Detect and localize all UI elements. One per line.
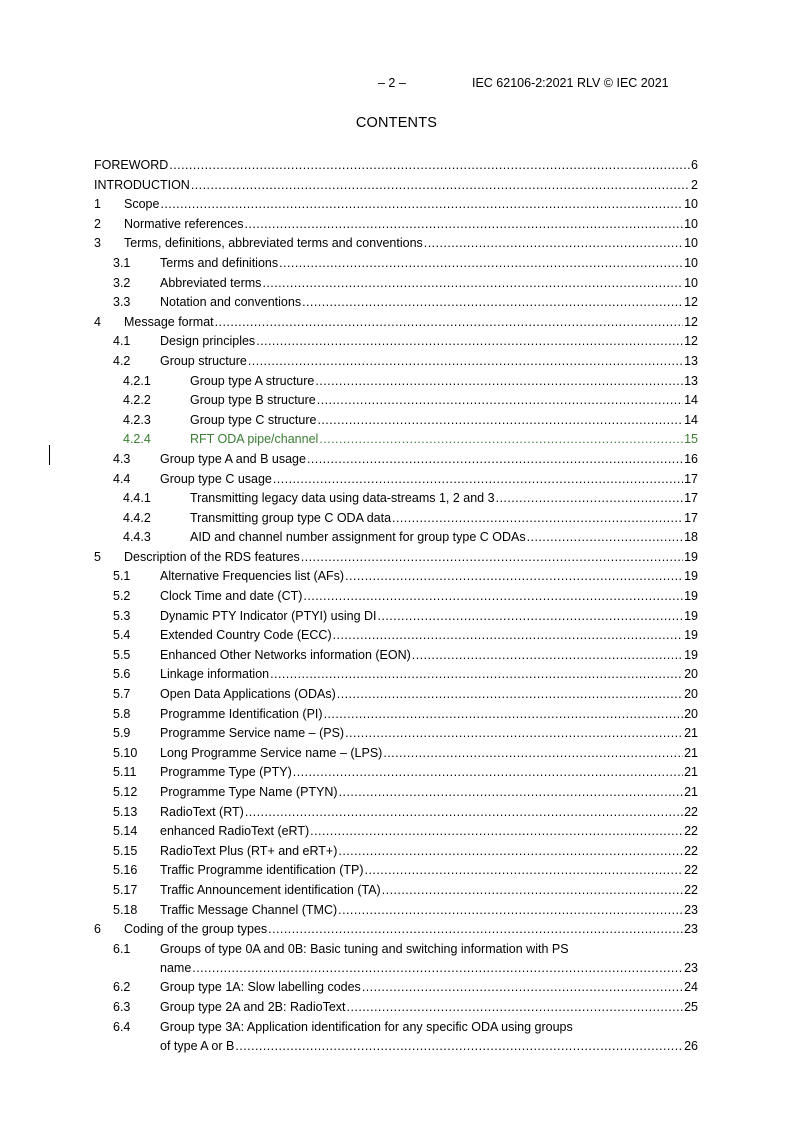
toc-entry-5-2[interactable] — [94, 589, 698, 604]
toc-page-number: 14 — [684, 412, 698, 427]
toc-page-number: 20 — [684, 706, 698, 721]
toc-page-number: 20 — [684, 687, 698, 702]
toc-leader-dots — [496, 491, 684, 506]
page-number: – 2 – — [378, 76, 406, 90]
toc-number: 4.1 — [113, 334, 131, 349]
toc-entry-4[interactable] — [94, 315, 698, 330]
toc-leader-dots — [310, 824, 683, 839]
toc-title: Terms and definitions — [160, 255, 279, 270]
toc-leader-dots — [245, 805, 683, 820]
toc-leader-dots — [235, 1039, 683, 1054]
toc-page-number: 10 — [684, 275, 698, 290]
toc-entry-6-4[interactable] — [94, 1020, 698, 1054]
toc-page-number: 23 — [684, 902, 698, 917]
toc-page-number: 14 — [684, 393, 698, 408]
toc-page-number: 19 — [684, 608, 698, 623]
toc-entry-5-16[interactable] — [94, 863, 698, 878]
toc-entry-5-8[interactable] — [94, 707, 698, 722]
toc-leader-dots — [347, 1000, 684, 1015]
toc-number: 5.10 — [113, 745, 138, 760]
toc-entry-6-2[interactable] — [94, 980, 698, 995]
toc-page-number: 13 — [684, 373, 698, 388]
toc-title: Long Programme Service name – (LPS) — [160, 745, 383, 760]
toc-title: Alternative Frequencies list (AFs) — [160, 569, 345, 584]
toc-leader-dots — [317, 413, 683, 428]
toc-number: 5.18 — [113, 902, 138, 917]
toc-title: Enhanced Other Networks information (EON) — [160, 647, 411, 662]
toc-leader-dots — [293, 765, 683, 780]
toc-leader-dots — [362, 980, 683, 995]
toc-entry-4-2[interactable] — [94, 354, 698, 369]
toc-page-number: 21 — [684, 745, 698, 760]
toc-title: Normative references — [124, 216, 244, 231]
toc-number: 5.16 — [113, 863, 138, 878]
toc-title: Notation and conventions — [160, 295, 302, 310]
toc-page-number: 22 — [684, 843, 698, 858]
toc-title-continued: name — [160, 960, 192, 975]
toc-entry-5-13[interactable] — [94, 805, 698, 820]
toc-leader-dots — [338, 903, 683, 918]
toc-page-number: 18 — [684, 530, 698, 545]
toc-title: Scope — [124, 197, 160, 212]
toc-leader-dots — [378, 609, 684, 624]
toc-entry-5-7[interactable] — [94, 687, 698, 702]
toc-entry-3[interactable] — [94, 236, 698, 251]
toc-page-number: 19 — [684, 569, 698, 584]
toc-title: RadioText (RT) — [160, 804, 244, 819]
toc-title: Extended Country Code (ECC) — [160, 628, 332, 643]
toc-page-number: 10 — [684, 255, 698, 270]
toc-number: 4.4.2 — [123, 510, 151, 525]
toc-leader-dots — [337, 687, 683, 702]
toc-leader-dots — [319, 432, 683, 447]
toc-number: 4.4.1 — [123, 491, 151, 506]
toc-number: 4.2.1 — [123, 373, 151, 388]
toc-page-number: 19 — [684, 647, 698, 662]
toc-number: 5.12 — [113, 785, 138, 799]
toc-entry-5-6[interactable] — [94, 667, 698, 682]
toc-title: Clock Time and date (CT) — [160, 589, 303, 604]
toc-page-number: 23 — [684, 960, 698, 975]
toc-leader-dots — [527, 530, 684, 545]
toc-page-number: 22 — [684, 824, 698, 839]
toc-number: 5.13 — [113, 804, 138, 819]
toc-number: 5.17 — [113, 882, 138, 897]
toc-title: Groups of type 0A and 0B: Basic tuning and switching information with PS — [160, 941, 569, 956]
toc-leader-dots — [302, 295, 683, 310]
toc-leader-dots — [262, 276, 683, 291]
toc-title: Traffic Announcement identification (TA) — [160, 882, 381, 897]
toc-number: 3.2 — [113, 275, 131, 290]
toc-title: Programme Type Name (PTYN) — [160, 785, 338, 799]
toc-page-number: 21 — [684, 785, 698, 799]
toc-number: 4.2.2 — [123, 393, 151, 408]
toc-number: 5.11 — [113, 765, 137, 780]
page-header — [0, 76, 793, 92]
toc-number: 3.1 — [113, 255, 131, 270]
toc-page-number: 15 — [684, 432, 698, 447]
toc-number: 6.2 — [113, 980, 131, 995]
toc-page-number: 21 — [684, 726, 698, 741]
toc-page-number: 17 — [684, 471, 698, 486]
toc-leader-dots — [215, 315, 683, 330]
toc-entry-5-17[interactable] — [94, 883, 698, 898]
toc-leader-dots — [268, 922, 683, 937]
toc-title: Group type 1A: Slow labelling codes — [160, 980, 361, 995]
table-of-contents — [94, 158, 698, 1058]
toc-title: Linkage information — [160, 667, 270, 682]
toc-entry-2[interactable] — [94, 217, 698, 232]
toc-number: 5.8 — [113, 706, 131, 721]
toc-number: 5.4 — [113, 628, 131, 643]
toc-number: 5.2 — [113, 589, 131, 604]
toc-page-number: 16 — [684, 451, 698, 466]
toc-page-number: 12 — [684, 334, 698, 349]
toc-title: Coding of the group types — [124, 922, 268, 937]
toc-page-number: 23 — [684, 922, 698, 937]
toc-leader-dots — [301, 550, 683, 565]
toc-entry-5-11[interactable] — [94, 765, 698, 780]
toc-page-number: 26 — [684, 1038, 698, 1053]
toc-entry-4-1[interactable] — [94, 334, 698, 349]
toc-title: RadioText Plus (RT+ and eRT+) — [160, 843, 338, 858]
toc-entry-5-9[interactable] — [94, 726, 698, 741]
toc-leader-dots — [303, 589, 683, 604]
toc-number: 5.1 — [113, 569, 131, 584]
toc-leader-dots — [160, 197, 683, 212]
toc-title: Abbreviated terms — [160, 275, 262, 290]
toc-title: Traffic Message Channel (TMC) — [160, 902, 338, 917]
toc-leader-dots — [169, 158, 690, 173]
toc-page-number: 2 — [691, 177, 698, 192]
toc-entry-introduction[interactable] — [94, 178, 698, 193]
toc-leader-dots — [273, 472, 683, 487]
toc-leader-dots — [339, 785, 683, 800]
toc-number: 5.9 — [113, 726, 131, 741]
toc-page-number: 19 — [684, 628, 698, 643]
toc-number: 4.2.3 — [123, 412, 151, 427]
toc-leader-dots — [345, 726, 683, 741]
toc-entry-4-2-4[interactable] — [94, 432, 698, 447]
toc-title: Design principles — [160, 334, 256, 349]
toc-leader-dots — [245, 217, 684, 232]
toc-entry-5-14[interactable] — [94, 824, 698, 839]
toc-page-number: 22 — [684, 882, 698, 897]
toc-entry-3-1[interactable] — [94, 256, 698, 271]
toc-leader-dots — [424, 236, 683, 251]
page-title: CONTENTS — [355, 115, 438, 131]
toc-number: 1 — [94, 197, 101, 212]
toc-page-number: 19 — [684, 549, 698, 564]
toc-leader-dots — [270, 667, 683, 682]
toc-entry-4-3[interactable] — [94, 452, 698, 467]
toc-title: Group type 3A: Application identification for any specific ODA using groups — [160, 1019, 573, 1034]
toc-entry-6[interactable] — [94, 922, 698, 937]
toc-entry-5-15[interactable] — [94, 844, 698, 859]
toc-number: 5 — [94, 549, 101, 564]
toc-page-number: 13 — [684, 353, 698, 368]
toc-page-number: 22 — [684, 804, 698, 819]
toc-leader-dots — [256, 334, 683, 349]
toc-leader-dots — [392, 511, 683, 526]
toc-page-number: 10 — [684, 236, 698, 251]
toc-title: RFT ODA pipe/channel — [190, 432, 319, 447]
toc-number: 6 — [94, 922, 101, 937]
toc-title: INTRODUCTION — [94, 177, 190, 192]
toc-number: 5.3 — [113, 608, 131, 623]
toc-title: enhanced RadioText (eRT) — [160, 824, 310, 839]
toc-entry-5-18[interactable] — [94, 903, 698, 918]
toc-page-number: 10 — [684, 216, 698, 231]
toc-leader-dots — [333, 628, 683, 643]
toc-entry-6-3[interactable] — [94, 1000, 698, 1015]
toc-entry-4-2-3[interactable] — [94, 413, 698, 428]
toc-title: Programme Identification (PI) — [160, 706, 323, 721]
toc-number: 5.5 — [113, 647, 131, 662]
toc-page-number: 22 — [684, 863, 698, 878]
toc-number: 3.3 — [113, 295, 131, 310]
toc-leader-dots — [412, 648, 683, 663]
toc-number: 6.3 — [113, 999, 131, 1014]
toc-leader-dots — [338, 844, 683, 859]
toc-page-number: 17 — [684, 510, 698, 525]
toc-number: 4.3 — [113, 451, 131, 466]
toc-page-number: 19 — [684, 589, 698, 604]
toc-title-continued: of type A or B — [160, 1038, 235, 1053]
toc-title: Group type 2A and 2B: RadioText — [160, 999, 346, 1014]
toc-leader-dots — [192, 961, 683, 976]
toc-entry-5-10[interactable] — [94, 746, 698, 761]
toc-title: Open Data Applications (ODAs) — [160, 687, 336, 702]
toc-entry-4-4[interactable] — [94, 472, 698, 487]
toc-number: 2 — [94, 216, 101, 231]
toc-title: AID and channel number assignment for group type C ODAs — [190, 530, 526, 545]
toc-number: 5.7 — [113, 687, 131, 702]
toc-leader-dots — [382, 883, 683, 898]
toc-leader-dots — [248, 354, 683, 369]
toc-leader-dots — [365, 863, 684, 878]
toc-entry-5-4[interactable] — [94, 628, 698, 643]
toc-title: Message format — [124, 314, 214, 329]
toc-page-number: 17 — [684, 491, 698, 506]
toc-title: Group type C structure — [190, 412, 317, 427]
toc-entry-3-3[interactable] — [94, 295, 698, 310]
toc-leader-dots — [315, 374, 683, 389]
toc-entry-3-2[interactable] — [94, 276, 698, 291]
document-reference: IEC 62106-2:2021 RLV © IEC 2021 — [472, 76, 669, 90]
toc-page-number: 12 — [684, 314, 698, 329]
toc-title: Dynamic PTY Indicator (PTYI) using DI — [160, 608, 377, 623]
toc-page-number: 10 — [684, 197, 698, 212]
toc-number: 4 — [94, 314, 101, 329]
toc-title: Programme Service name – (PS) — [160, 726, 345, 741]
toc-number: 4.2.4 — [123, 432, 151, 447]
toc-page-number: 25 — [684, 999, 698, 1014]
toc-leader-dots — [383, 746, 683, 761]
toc-leader-dots — [317, 393, 683, 408]
toc-title: Group type A structure — [190, 373, 315, 388]
toc-entry-5-12[interactable] — [94, 785, 698, 800]
toc-entry-4-2-1[interactable] — [94, 374, 698, 389]
toc-leader-dots — [324, 707, 684, 722]
toc-entry-4-4-3[interactable] — [94, 530, 698, 545]
toc-entry-4-4-2[interactable] — [94, 511, 698, 526]
toc-number: 4.4.3 — [123, 530, 151, 545]
toc-number: 3 — [94, 236, 101, 251]
toc-title: Group type A and B usage — [160, 451, 306, 466]
toc-title: FOREWORD — [94, 158, 169, 172]
toc-leader-dots — [191, 178, 690, 193]
toc-entry-4-2-2[interactable] — [94, 393, 698, 408]
toc-title: Terms, definitions, abbreviated terms and conventions — [124, 236, 423, 251]
toc-page-number: 21 — [684, 765, 698, 780]
toc-page-number: 12 — [684, 295, 698, 310]
toc-page-number: 24 — [684, 980, 698, 995]
toc-entry-4-4-1[interactable] — [94, 491, 698, 506]
toc-number: 4.4 — [113, 471, 131, 486]
toc-entry-5-1[interactable] — [94, 569, 698, 584]
toc-title: Transmitting legacy data using data-streams 1, 2 and 3 — [190, 491, 495, 506]
toc-title: Transmitting group type C ODA data — [190, 510, 392, 525]
toc-leader-dots — [307, 452, 683, 467]
toc-number: 6.1 — [113, 941, 131, 956]
toc-entry-6-1[interactable] — [94, 942, 698, 976]
toc-entry-1[interactable] — [94, 197, 698, 212]
toc-leader-dots — [279, 256, 683, 271]
toc-number: 5.15 — [113, 843, 138, 858]
toc-title: Programme Type (PTY) — [160, 765, 292, 780]
toc-title: Group structure — [160, 353, 247, 368]
toc-page-number: 20 — [684, 667, 698, 682]
toc-entry-foreword[interactable] — [94, 158, 698, 173]
toc-entry-5-5[interactable] — [94, 648, 698, 663]
toc-title: Traffic Programme identification (TP) — [160, 863, 364, 878]
toc-number: 5.14 — [113, 824, 138, 839]
toc-title: Description of the RDS features — [124, 549, 300, 564]
toc-title: Group type C usage — [160, 471, 272, 486]
toc-title: Group type B structure — [190, 393, 316, 408]
toc-entry-5[interactable] — [94, 550, 698, 565]
change-bar — [49, 445, 50, 465]
toc-page-number: 6 — [691, 158, 698, 172]
toc-number: 6.4 — [113, 1019, 131, 1034]
toc-entry-5-3[interactable] — [94, 609, 698, 624]
toc-number: 4.2 — [113, 353, 131, 368]
toc-number: 5.6 — [113, 667, 131, 682]
toc-leader-dots — [345, 569, 683, 584]
